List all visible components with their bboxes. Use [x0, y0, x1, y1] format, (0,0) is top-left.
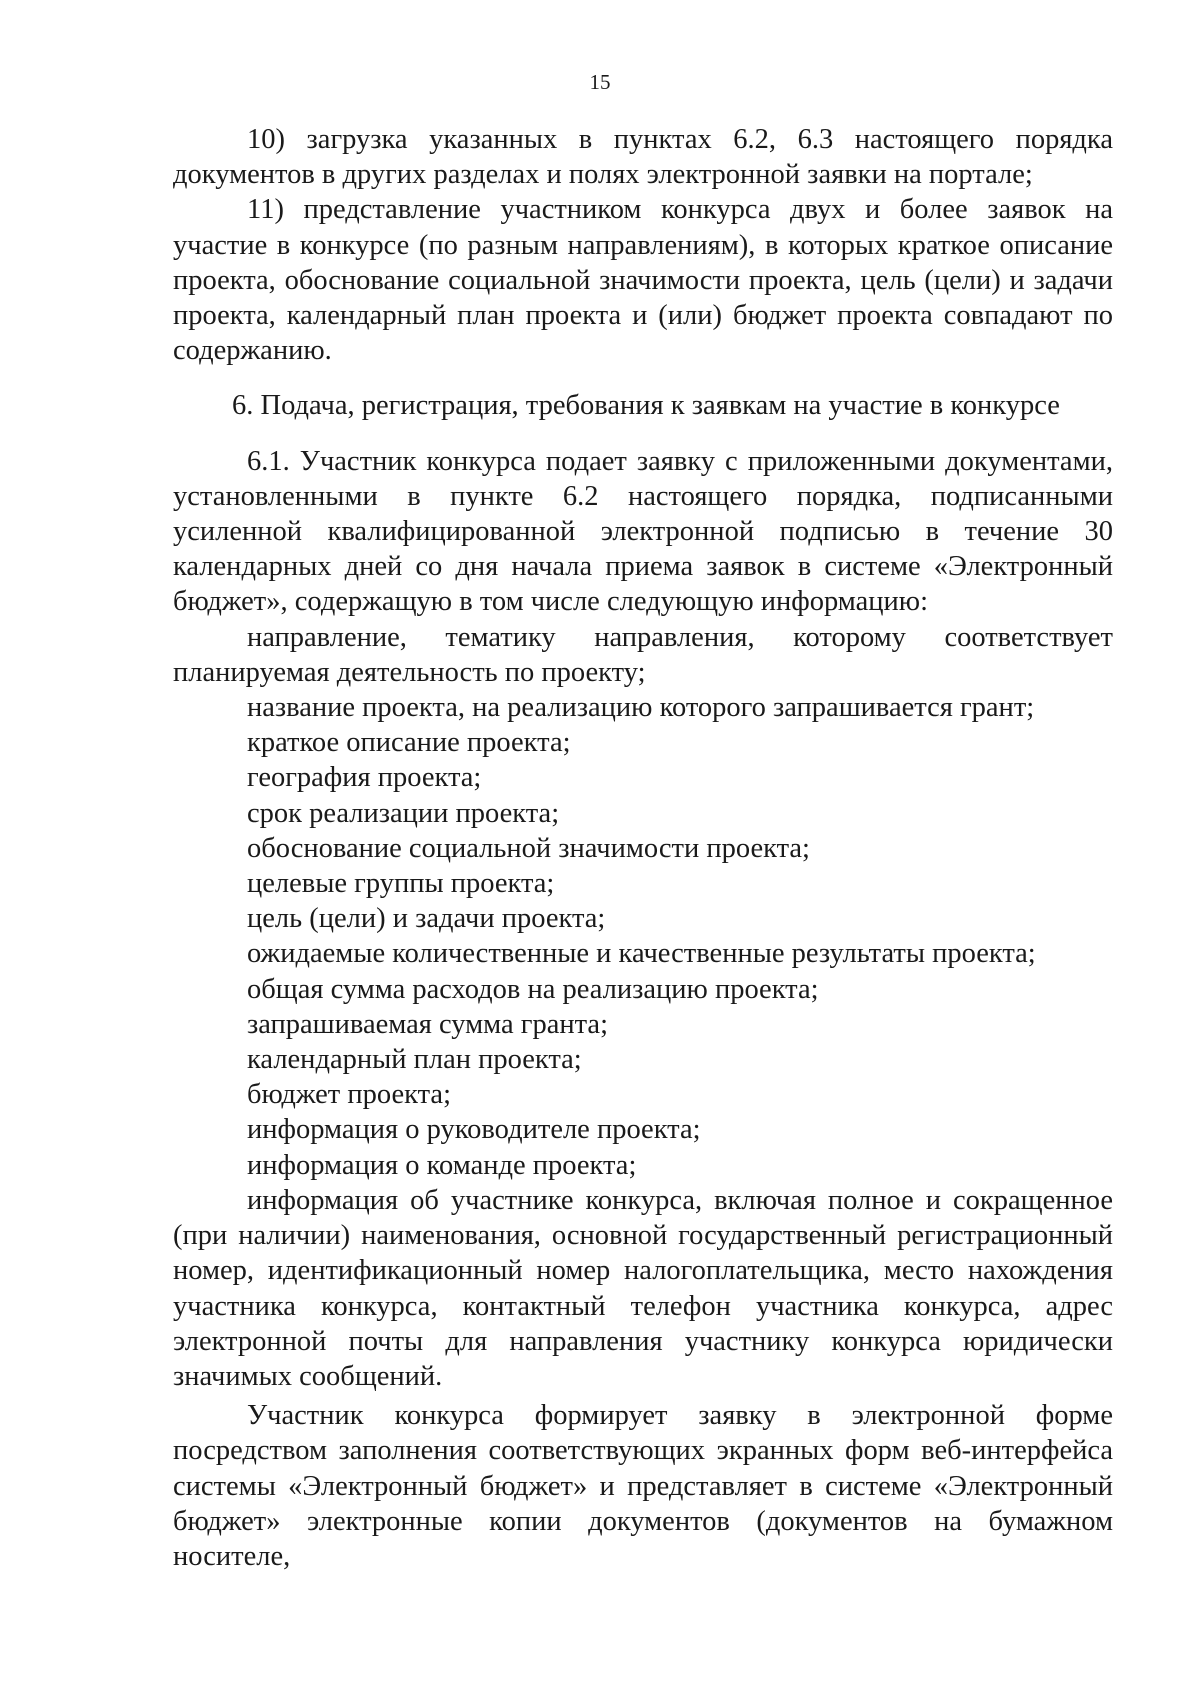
info-list-item: краткое описание проекта; — [247, 727, 571, 759]
info-list-item: география проекта; — [247, 762, 482, 794]
list-item-11: 11) представление участником конкурса двух и более заявок на участие в конкурсе (по разным направлениям), в которых краткое описание проекта, обоснование социальной значимости проекта, цель (цели) и задачи проекта, календарный план проекта и (или) бюджет проекта совпадают по содержанию. — [173, 194, 1113, 367]
info-list-item: срок реализации проекта; — [247, 797, 560, 829]
info-list-item: общая сумма расходов на реализацию проекта; — [247, 973, 819, 1005]
document-body — [173, 122, 1113, 1574]
info-list-item: информация о команде проекта; — [247, 1149, 637, 1181]
page-number: 15 — [589, 70, 611, 94]
closing-paragraph: Участник конкурса формирует заявку в электронной форме посредством заполнения соответствующих экранных форм веб-интерфейса системы «Электронный бюджет» и представляет в системе «Электронный бюджет» электронные копии документов (документов на бумажном носителе, — [173, 1400, 1113, 1572]
section-6-1-paragraph: 6.1. Участник конкурса подает заявку с приложенными документами, установленными в пункте 6.2 настоящего порядка, подписанными усиленной квалифицированной электронной подписью в течение 30 календарных дней со дня начала приема заявок в системе «Электронный бюджет», содержащую в том числе следующую информацию: — [173, 445, 1113, 618]
section-heading: 6. Подача, регистрация, требования к заявкам на участие в конкурсе — [232, 390, 1060, 422]
info-list-item: название проекта, на реализацию которого запрашивается грант; — [247, 692, 1035, 724]
info-list-item: цель (цели) и задачи проекта; — [247, 903, 606, 935]
info-list-item: информация об участнике конкурса, включая полное и сокращенное (при наличии) наименования, основной государственный регистрационный номер, идентификационный номер налогоплательщика, место нахождения участника конкурса, контактный телефон участника конкурса, адрес электронной почты для направления участнику конкурса юридически значимых сообщений. — [173, 1184, 1113, 1392]
info-list-item: бюджет проекта; — [247, 1079, 451, 1111]
info-list-item: запрашиваемая сумма гранта; — [247, 1008, 608, 1040]
info-list-item: информация о руководителе проекта; — [247, 1114, 701, 1146]
info-list-item: направление, тематику направления, которому соответствует планируемая деятельность по проекту; — [173, 621, 1113, 688]
info-list-item: календарный план проекта; — [247, 1044, 582, 1076]
info-list-item: ожидаемые количественные и качественные результаты проекта; — [247, 938, 1036, 970]
list-item-10: 10) загрузка указанных в пунктах 6.2, 6.3 настоящего порядка документов в других разделах и полях электронной заявки на портале; — [173, 124, 1113, 191]
info-list-item: обоснование социальной значимости проекта; — [247, 832, 810, 864]
info-list-item: целевые группы проекта; — [247, 868, 555, 900]
